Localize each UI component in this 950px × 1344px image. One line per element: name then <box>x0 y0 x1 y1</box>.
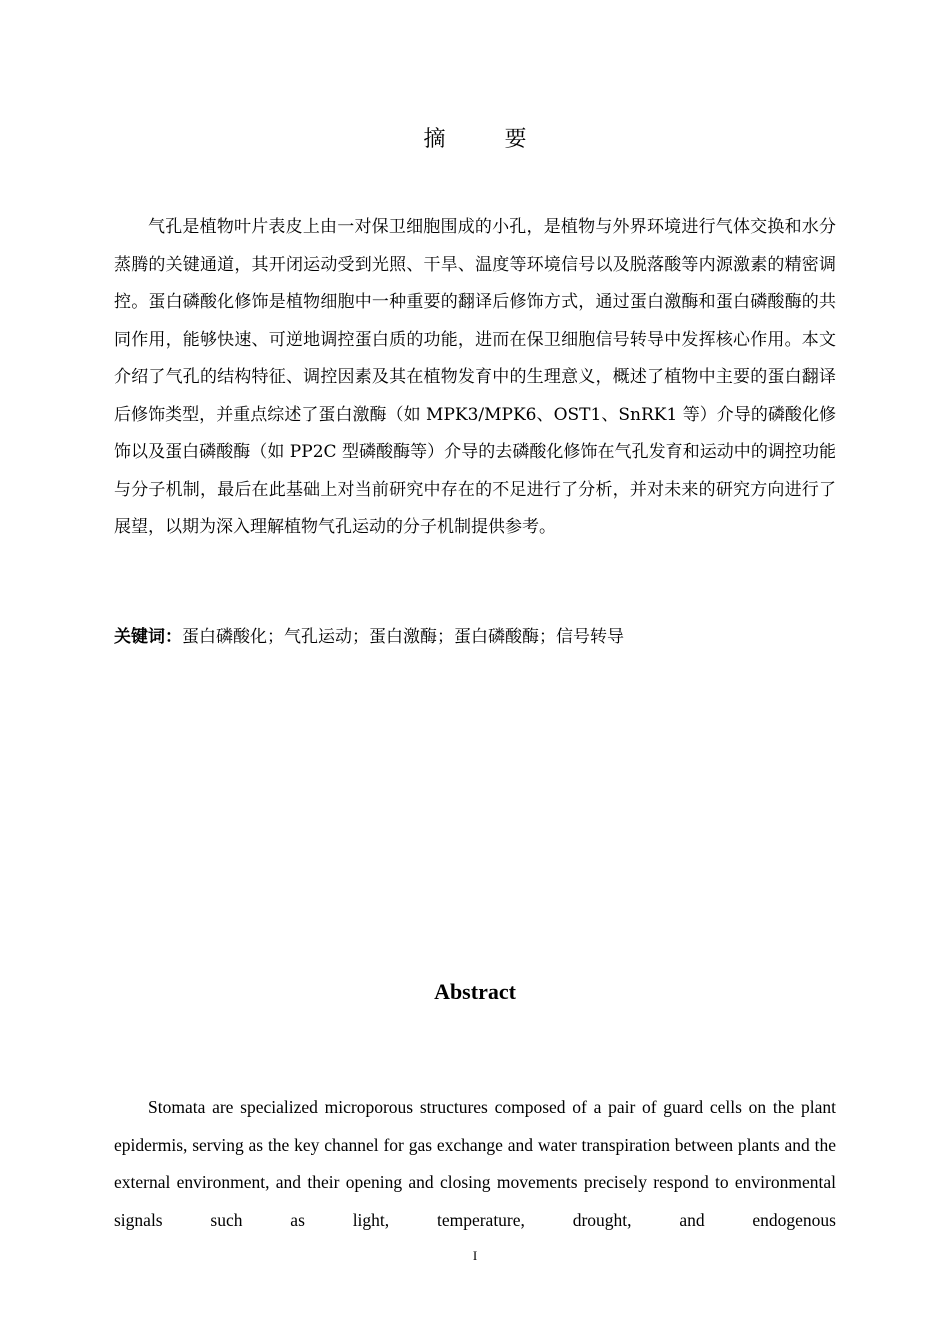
chinese-abstract-heading: 摘 要 <box>423 127 553 152</box>
english-abstract-body: Stomata are specialized microporous structures composed of a pair of guard cells on the plant epidermis, serving as the key channel for gas exchange and water transpiration between plants and the external environment, and their opening and closing movements precisely respond to environmental signals such as light, temperature, drought, and endogenous <box>114 1097 836 1230</box>
english-abstract-heading: Abstract <box>434 979 516 1004</box>
keywords-list: 蛋白磷酸化；气孔运动；蛋白激酶；蛋白磷酸酶；信号转导 <box>182 627 624 647</box>
page-number: I <box>472 1248 478 1263</box>
keywords-label: 关键词： <box>114 627 182 647</box>
chinese-abstract-body: 气孔是植物叶片表皮上由一对保卫细胞围成的小孔，是植物与外界环境进行气体交换和水分蒸腾的关键通道，其开闭运动受到光照、干旱、温度等环境信号以及脱落酸等内源激素的精密调控。蛋白磷酸化修饰是植物细胞中一种重要的翻译后修饰方式，通过蛋白激酶和蛋白磷酸酶的共同作用，能够快速、可逆地调控蛋白质的功能，进而在保卫细胞信号转导中发挥核心作用。本文介绍了气孔的结构特征、调控因素及其在植物发育中的生理意义，概述了植物中主要的蛋白翻译后修饰类型，并重点综述了蛋白激酶（如 MPK3/MPK6、OST1、SnRK1 等）介导的磷酸化修饰以及蛋白磷酸酶（如 PP2C 型磷酸酶等）介导的去磷酸化修饰在气孔发育和运动中的调控功能与分子机制，最后在此基础上对当前研究中存在的不足进行了分析，并对未来的研究方向进行了展望，以期为深入理解植物气孔运动的分子机制提供参考。 <box>114 217 836 537</box>
chinese-keywords <box>114 620 836 654</box>
